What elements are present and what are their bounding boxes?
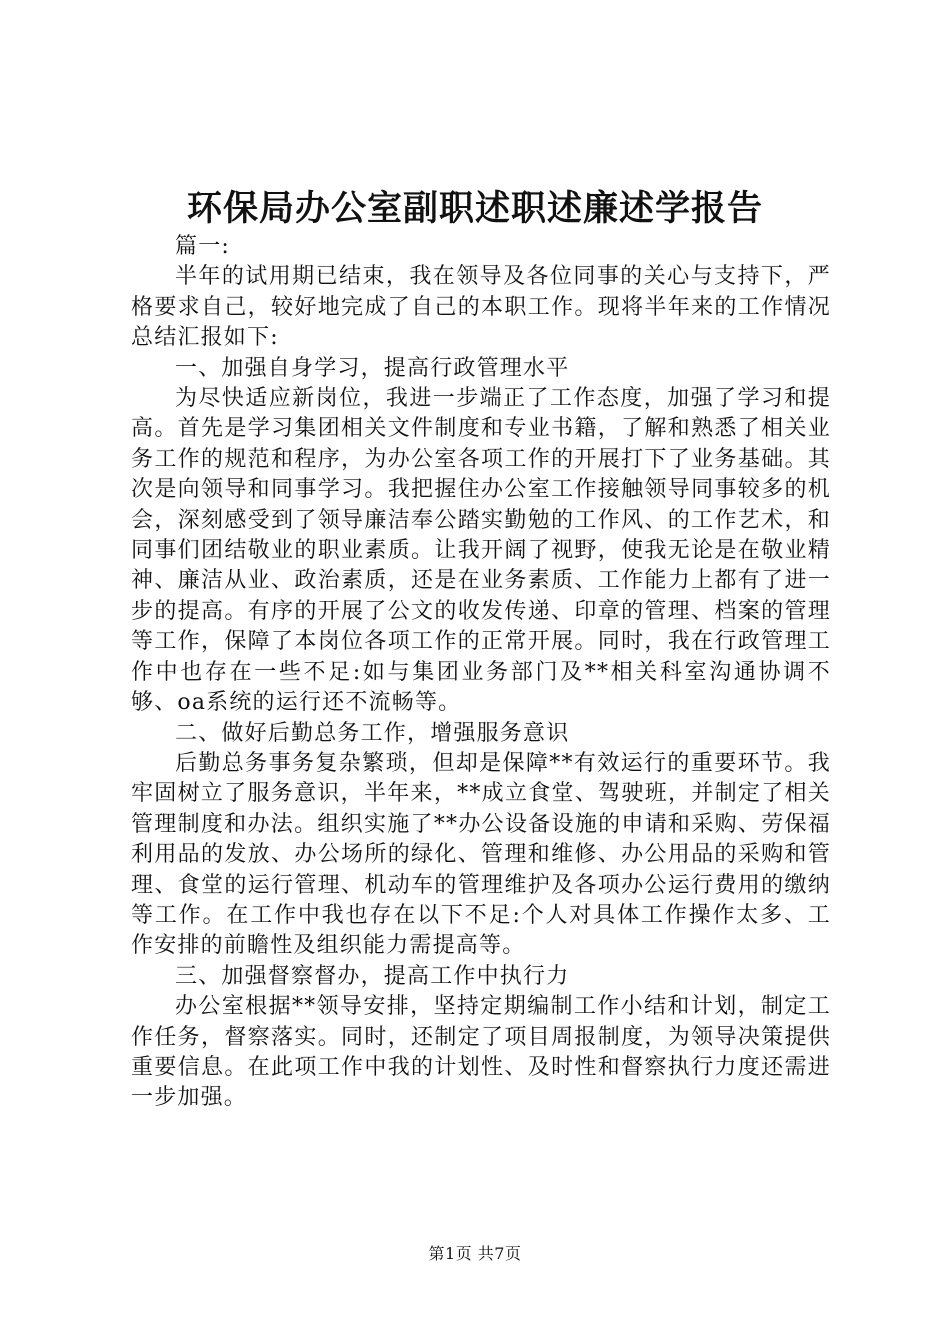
document-title: 环保局办公室副职述职述廉述学报告: [186, 188, 763, 229]
paragraph-intro: 半年的试用期已结束，我在领导及各位同事的关心与支持下，严格要求自己，较好地完成了自己的本职工作。现将半年来的工作情况总结汇报如下:: [131, 264, 831, 351]
heading-section-one: 一、加强自身学习，提高行政管理水平: [175, 355, 570, 381]
paragraph-section-one-body: 为尽快适应新岗位，我进一步端正了工作态度，加强了学习和提高。首先是学习集团相关文件制度和专业书籍，了解和熟悉了相关业务工作的规范和程序，为办公室各项工作的开展打下了业务基础。其次是向领导和同事学习。我把握住办公室工作接触领导同事较多的机会，深刻感受到了领导廉洁奉公踏实勤勉的工作风、的工作艺术，和同事们团结敬业的职业素质。让我开阔了视野，使我无论是在敬业精神、廉洁从业、政治素质，还是在业务素质、工作能力上都有了进一步的提高。有序的开展了公文的收发传递、印章的管理、档案的管理等工作，保障了本岗位各项工作的正常开展。同时，我在行政管理工作中也存在一些不足:如与集团业务部门及**相关科室沟通协调不够、oa系统的运行还不流畅等。: [131, 386, 831, 716]
paragraph-section-two-body: 后勤总务事务复杂繁琐，但却是保障**有效运行的重要环节。我牢固树立了服务意识，半年来，**成立食堂、驾驶班，并制定了相关管理制度和办法。组织实施了**办公设备设施的申请和采购、劳保福利用品的发放、办公场所的绿化、管理和维修、办公用品的采购和管理、食堂的运行管理、机动车的管理维护及各项办公运行费用的缴纳等工作。在工作中我也存在以下不足:个人对具体工作操作太多、工作安排的前瞻性及组织能力需提高等。: [131, 750, 831, 959]
document-body: [131, 232, 831, 1114]
paragraph-section-three-body: 办公室根据**领导安排，坚持定期编制工作小结和计划，制定工作任务，督察落实。同时，还制定了项目周报制度，为领导决策提供重要信息。在此项工作中我的计划性、及时性和督察执行力度还需进一步加强。: [131, 994, 831, 1111]
paragraph-section-label: 篇一:: [175, 234, 231, 259]
heading-section-two: 二、做好后勤总务工作，增强服务意识: [175, 720, 570, 746]
page-footer: 第1页 共7页: [428, 1244, 522, 1263]
heading-section-three: 三、加强督察督办，提高工作中执行力: [175, 963, 570, 989]
